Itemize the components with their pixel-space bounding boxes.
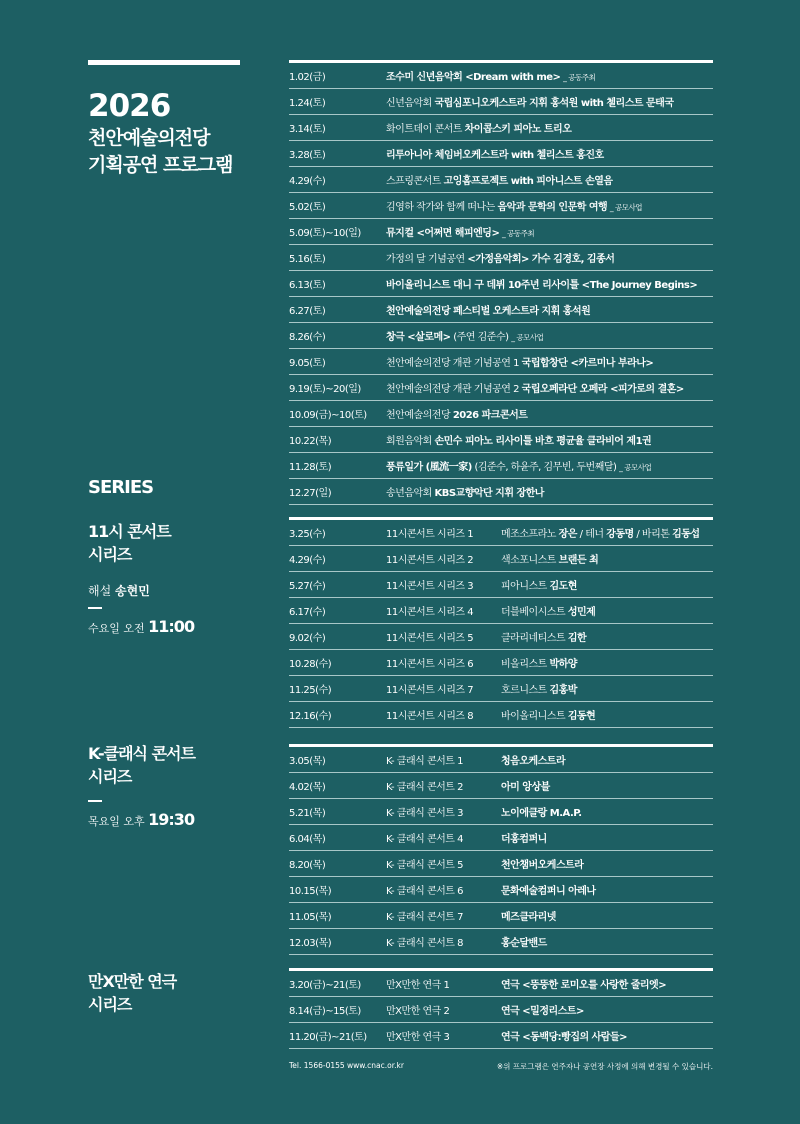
page-title-line2: 기획공연 프로그램 bbox=[88, 154, 233, 176]
series-number: K- 클래식 콘서트 8 bbox=[386, 938, 463, 949]
performer-role: / 바리톤 bbox=[633, 529, 673, 540]
series-k-dash bbox=[88, 800, 102, 802]
event-title: 창극 <살로메> bbox=[386, 332, 451, 343]
event-performer bbox=[501, 681, 713, 696]
event-prefix: 스프링콘서트 bbox=[386, 176, 444, 187]
event-date: 11.05(목) bbox=[289, 912, 332, 923]
performer-role: 피아니스트 bbox=[501, 581, 550, 592]
table-row bbox=[289, 773, 713, 799]
event-date: 9.05(토) bbox=[289, 358, 326, 369]
table-row bbox=[289, 349, 713, 375]
event-title: 2026 파크콘서트 bbox=[452, 410, 528, 421]
series-k-name-line1: K-클래식 콘서트 bbox=[88, 744, 195, 763]
table-row bbox=[289, 903, 713, 929]
event-title: 차이콥스키 피아노 트리오 bbox=[464, 124, 572, 135]
performer-name: 장은 bbox=[558, 529, 577, 540]
footer-contact: Tel. 1566-0155 www.cnac.or.kr bbox=[289, 1061, 404, 1070]
event-content bbox=[386, 68, 713, 83]
table-row bbox=[289, 219, 713, 245]
event-prefix: 천안예술의전당 개관 기념공연 1 bbox=[386, 358, 522, 369]
table-row bbox=[289, 401, 713, 427]
series-number: 만X만한 연극 2 bbox=[386, 1006, 450, 1017]
event-content bbox=[386, 354, 713, 369]
event-performer bbox=[501, 804, 713, 819]
event-content bbox=[386, 224, 713, 239]
event-note: _ 공모사업 bbox=[619, 463, 652, 472]
table-row bbox=[289, 546, 713, 572]
series-number: 11시콘서트 시리즈 2 bbox=[386, 555, 474, 566]
performer-name: 브랜든 최 bbox=[558, 555, 599, 566]
performer-name: 성민제 bbox=[567, 607, 596, 618]
event-title: 뮤지컬 <어쩌면 해피엔딩> bbox=[386, 228, 500, 239]
table-row bbox=[289, 520, 713, 546]
event-date: 6.13(토) bbox=[289, 280, 326, 291]
event-note: _ 공동주최 bbox=[502, 229, 535, 238]
event-date: 10.22(목) bbox=[289, 436, 332, 447]
event-note: _ 공모사업 bbox=[511, 333, 544, 342]
series-theater-name-line2: 시리즈 bbox=[88, 995, 132, 1014]
performer-name: 김도현 bbox=[549, 581, 577, 592]
event-performer bbox=[501, 551, 713, 566]
event-title: 국립심포니오케스트라 지휘 홍석원 with 첼리스트 문태국 bbox=[434, 98, 674, 109]
event-title: 국립합창단 <카르미나 부라나> bbox=[521, 358, 654, 369]
event-date: 3.14(토) bbox=[289, 124, 326, 135]
performer-name: 연극 <동백당:빵집의 사람들> bbox=[501, 1032, 627, 1043]
event-title: 리투아니아 체임버오케스트라 with 첼리스트 홍진호 bbox=[386, 150, 604, 161]
table-row bbox=[289, 323, 713, 349]
event-prefix: 송년음악회 bbox=[386, 488, 435, 499]
event-date: 8.26(수) bbox=[289, 332, 326, 343]
event-content bbox=[386, 172, 713, 187]
series-11-label bbox=[88, 520, 258, 636]
time-value: 19:30 bbox=[148, 810, 195, 829]
event-date: 10.28(수) bbox=[289, 659, 332, 670]
series-number: 11시콘서트 시리즈 3 bbox=[386, 581, 474, 592]
performer-name: 김동섭 bbox=[672, 529, 700, 540]
event-content bbox=[386, 276, 713, 291]
performer-role: 색소포니스트 bbox=[501, 555, 559, 566]
table-row bbox=[289, 245, 713, 271]
table-row bbox=[289, 193, 713, 219]
event-performer bbox=[501, 1002, 713, 1017]
event-prefix: 화이트데이 콘서트 bbox=[386, 124, 465, 135]
event-performer bbox=[501, 629, 713, 644]
table-row bbox=[289, 1023, 713, 1049]
series-11-name-line2: 시리즈 bbox=[88, 545, 132, 564]
time-prefix: 수요일 오전 bbox=[88, 622, 145, 635]
event-title: 고잉홈프로젝트 with 피아니스트 손열음 bbox=[443, 176, 613, 187]
event-date: 11.25(수) bbox=[289, 685, 332, 696]
event-date: 4.29(수) bbox=[289, 555, 326, 566]
host-label: 해설 bbox=[88, 584, 112, 598]
performer-name: 청음오케스트라 bbox=[501, 756, 566, 767]
event-date: 8.14(금)~15(토) bbox=[289, 1006, 361, 1017]
event-title: KBS교향악단 지휘 장한나 bbox=[434, 488, 544, 499]
performer-name: 노이에클랑 M.A.P. bbox=[501, 808, 582, 819]
event-title: 바이올리니스트 대니 구 데뷔 10주년 리사이틀 <The Journey Begins> bbox=[386, 280, 698, 291]
series-number: 11시콘서트 시리즈 5 bbox=[386, 633, 474, 644]
event-content bbox=[386, 432, 713, 447]
series-k-label bbox=[88, 742, 258, 829]
table-row bbox=[289, 851, 713, 877]
event-performer bbox=[501, 856, 713, 871]
table-row bbox=[289, 877, 713, 903]
performer-role: 비올리스트 bbox=[501, 659, 550, 670]
table-row bbox=[289, 375, 713, 401]
event-date: 11.28(토) bbox=[289, 462, 332, 473]
event-prefix: 천안예술의전당 bbox=[386, 410, 453, 421]
footer bbox=[289, 1061, 713, 1072]
event-date: 12.16(수) bbox=[289, 711, 332, 722]
series-k-time bbox=[88, 810, 258, 829]
series-k-table bbox=[289, 744, 713, 955]
event-date: 5.09(토)~10(일) bbox=[289, 228, 361, 239]
series-number: 11시콘서트 시리즈 8 bbox=[386, 711, 474, 722]
event-performer bbox=[501, 778, 713, 793]
event-content bbox=[386, 120, 713, 135]
table-row bbox=[289, 271, 713, 297]
event-date: 11.20(금)~21(토) bbox=[289, 1032, 367, 1043]
series-number: K- 클래식 콘서트 1 bbox=[386, 756, 463, 767]
table-row bbox=[289, 825, 713, 851]
table-row bbox=[289, 141, 713, 167]
performer-name: 홍순달밴드 bbox=[501, 938, 547, 949]
series-number: K- 클래식 콘서트 7 bbox=[386, 912, 463, 923]
header-rule bbox=[88, 60, 240, 65]
series-number: K- 클래식 콘서트 6 bbox=[386, 886, 463, 897]
performer-name: 천안챔버오케스트라 bbox=[501, 860, 584, 871]
table-row bbox=[289, 650, 713, 676]
event-date: 3.28(토) bbox=[289, 150, 326, 161]
performer-name: 문화예술컴퍼니 아레나 bbox=[501, 886, 596, 897]
event-title: 천안예술의전당 페스티벌 오케스트라 지휘 홍석원 bbox=[386, 306, 591, 317]
event-date: 4.02(목) bbox=[289, 782, 326, 793]
event-date: 3.20(금)~21(토) bbox=[289, 980, 361, 991]
event-title: 조수미 신년음악회 <Dream with me> bbox=[386, 72, 561, 83]
series-11-host bbox=[88, 582, 258, 599]
event-content bbox=[386, 94, 713, 109]
event-date: 5.27(수) bbox=[289, 581, 326, 592]
event-date: 3.05(목) bbox=[289, 756, 326, 767]
performer-name: 아미 앙상블 bbox=[501, 782, 550, 793]
event-prefix: 회원음악회 bbox=[386, 436, 435, 447]
series-theater-table bbox=[289, 968, 713, 1049]
main-program-table bbox=[289, 60, 713, 505]
series-k-name-line2: 시리즈 bbox=[88, 767, 132, 786]
series-theater-name-line1: 만X만한 연극 bbox=[88, 972, 177, 991]
performer-role: 호르니스트 bbox=[501, 685, 550, 696]
event-performer bbox=[501, 1028, 713, 1043]
event-note: _ 공모사업 bbox=[609, 203, 643, 212]
event-performer bbox=[501, 525, 713, 540]
performer-name: 김한 bbox=[567, 633, 587, 644]
series-number: 11시콘서트 시리즈 7 bbox=[386, 685, 474, 696]
event-date: 12.27(일) bbox=[289, 488, 332, 499]
event-date: 5.16(토) bbox=[289, 254, 326, 265]
table-row bbox=[289, 297, 713, 323]
performer-name: 연극 <뚱뚱한 로미오를 사랑한 줄리엣> bbox=[501, 980, 667, 991]
footer-notice: ※위 프로그램은 연주자나 공연장 사정에 의해 변경될 수 있습니다. bbox=[496, 1062, 713, 1071]
table-row bbox=[289, 89, 713, 115]
event-date: 10.15(목) bbox=[289, 886, 332, 897]
time-prefix: 목요일 오후 bbox=[88, 815, 145, 828]
page-title-line1: 천안예술의전당 bbox=[88, 127, 210, 149]
page-year: 2026 bbox=[88, 88, 171, 124]
table-row bbox=[289, 427, 713, 453]
table-row bbox=[289, 598, 713, 624]
event-performer bbox=[501, 908, 713, 923]
event-content bbox=[386, 198, 713, 213]
table-row bbox=[289, 799, 713, 825]
performer-role: / 테너 bbox=[576, 529, 607, 540]
event-date: 12.03(목) bbox=[289, 938, 332, 949]
event-date: 6.04(목) bbox=[289, 834, 326, 845]
event-title: <가정음악회> 가수 김경호, 김종서 bbox=[467, 254, 615, 265]
performer-role: 메조소프라노 bbox=[501, 529, 559, 540]
event-performer bbox=[501, 882, 713, 897]
event-date: 9.19(토)~20(일) bbox=[289, 384, 361, 395]
series-theater-label bbox=[88, 970, 258, 1016]
event-prefix: 김영하 작가와 함께 떠나는 bbox=[386, 202, 498, 213]
performer-name: 김동현 bbox=[567, 711, 596, 722]
event-date: 3.25(수) bbox=[289, 529, 326, 540]
event-title: 음악과 문학의 인문학 여행 bbox=[497, 202, 608, 213]
event-content bbox=[386, 406, 713, 421]
table-row bbox=[289, 747, 713, 773]
performer-role: 더블베이시스트 bbox=[501, 607, 568, 618]
event-date: 4.29(수) bbox=[289, 176, 326, 187]
table-row bbox=[289, 997, 713, 1023]
performer-name: 연극 <밀정리스트> bbox=[501, 1006, 584, 1017]
event-content bbox=[386, 328, 713, 343]
event-date: 1.02(금) bbox=[289, 72, 326, 83]
event-date: 5.02(토) bbox=[289, 202, 326, 213]
event-date: 9.02(수) bbox=[289, 633, 326, 644]
event-date: 10.09(금)~10(토) bbox=[289, 410, 367, 421]
event-title: 풍류일가 (風流一家) bbox=[386, 462, 472, 473]
performer-name: 박하양 bbox=[549, 659, 577, 670]
table-row bbox=[289, 167, 713, 193]
series-11-time bbox=[88, 617, 258, 636]
event-performer bbox=[501, 603, 713, 618]
table-row bbox=[289, 479, 713, 505]
series-heading: SERIES bbox=[88, 477, 154, 498]
series-number: K- 클래식 콘서트 5 bbox=[386, 860, 463, 871]
performer-role: 바이올리니스트 bbox=[501, 711, 568, 722]
event-content bbox=[386, 380, 713, 395]
table-row bbox=[289, 929, 713, 955]
series-number: K- 클래식 콘서트 2 bbox=[386, 782, 463, 793]
event-date: 5.21(목) bbox=[289, 808, 326, 819]
series-number: K- 클래식 콘서트 4 bbox=[386, 834, 463, 845]
event-prefix: 가정의 달 기념공연 bbox=[386, 254, 468, 265]
host-name: 송현민 bbox=[115, 584, 150, 598]
table-row bbox=[289, 63, 713, 89]
performer-name: 김홍박 bbox=[549, 685, 577, 696]
series-number: 11시콘서트 시리즈 4 bbox=[386, 607, 474, 618]
event-performer bbox=[501, 655, 713, 670]
series-number: 만X만한 연극 1 bbox=[386, 980, 450, 991]
event-performer bbox=[501, 577, 713, 592]
event-content bbox=[386, 302, 713, 317]
time-value: 11:00 bbox=[148, 617, 195, 636]
event-cast: (주연 김준수) bbox=[450, 332, 509, 343]
event-date: 6.27(토) bbox=[289, 306, 326, 317]
event-performer bbox=[501, 752, 713, 767]
header-block bbox=[88, 60, 248, 179]
series-11-name-line1: 11시 콘서트 bbox=[88, 522, 171, 541]
series-number: 11시콘서트 시리즈 6 bbox=[386, 659, 474, 670]
event-performer bbox=[501, 830, 713, 845]
event-date: 6.17(수) bbox=[289, 607, 326, 618]
series-number: K- 클래식 콘서트 3 bbox=[386, 808, 463, 819]
event-prefix: 신년음악회 bbox=[386, 98, 435, 109]
event-prefix: 천안예술의전당 개관 기념공연 2 bbox=[386, 384, 522, 395]
performer-name: 강동명 bbox=[606, 529, 634, 540]
event-title: 국립오페라단 오페라 <피가로의 결혼> bbox=[521, 384, 684, 395]
series-11-dash bbox=[88, 607, 102, 609]
event-performer bbox=[501, 934, 713, 949]
event-date: 1.24(토) bbox=[289, 98, 326, 109]
event-note: _ 공동주최 bbox=[563, 73, 596, 82]
table-row bbox=[289, 453, 713, 479]
table-row bbox=[289, 971, 713, 997]
table-row bbox=[289, 115, 713, 141]
series-number: 만X만한 연극 3 bbox=[386, 1032, 450, 1043]
table-row bbox=[289, 676, 713, 702]
event-title: 손민수 피아노 리사이틀 바흐 평균율 클라비어 제1권 bbox=[434, 436, 652, 447]
event-performer bbox=[501, 976, 713, 991]
event-content bbox=[386, 146, 713, 161]
series-number: 11시콘서트 시리즈 1 bbox=[386, 529, 474, 540]
performer-name: 더홍컴퍼니 bbox=[501, 834, 547, 845]
series-11-table bbox=[289, 517, 713, 728]
performer-name: 메즈클라리넷 bbox=[501, 912, 556, 923]
event-content bbox=[386, 458, 713, 473]
event-date: 8.20(목) bbox=[289, 860, 326, 871]
event-cast: (김준수, 하윤주, 김무빈, 두번째달) bbox=[471, 462, 617, 473]
performer-role: 클라리네티스트 bbox=[501, 633, 568, 644]
event-content bbox=[386, 250, 713, 265]
event-content bbox=[386, 484, 713, 499]
table-row bbox=[289, 702, 713, 728]
event-performer bbox=[501, 707, 713, 722]
table-row bbox=[289, 572, 713, 598]
table-row bbox=[289, 624, 713, 650]
